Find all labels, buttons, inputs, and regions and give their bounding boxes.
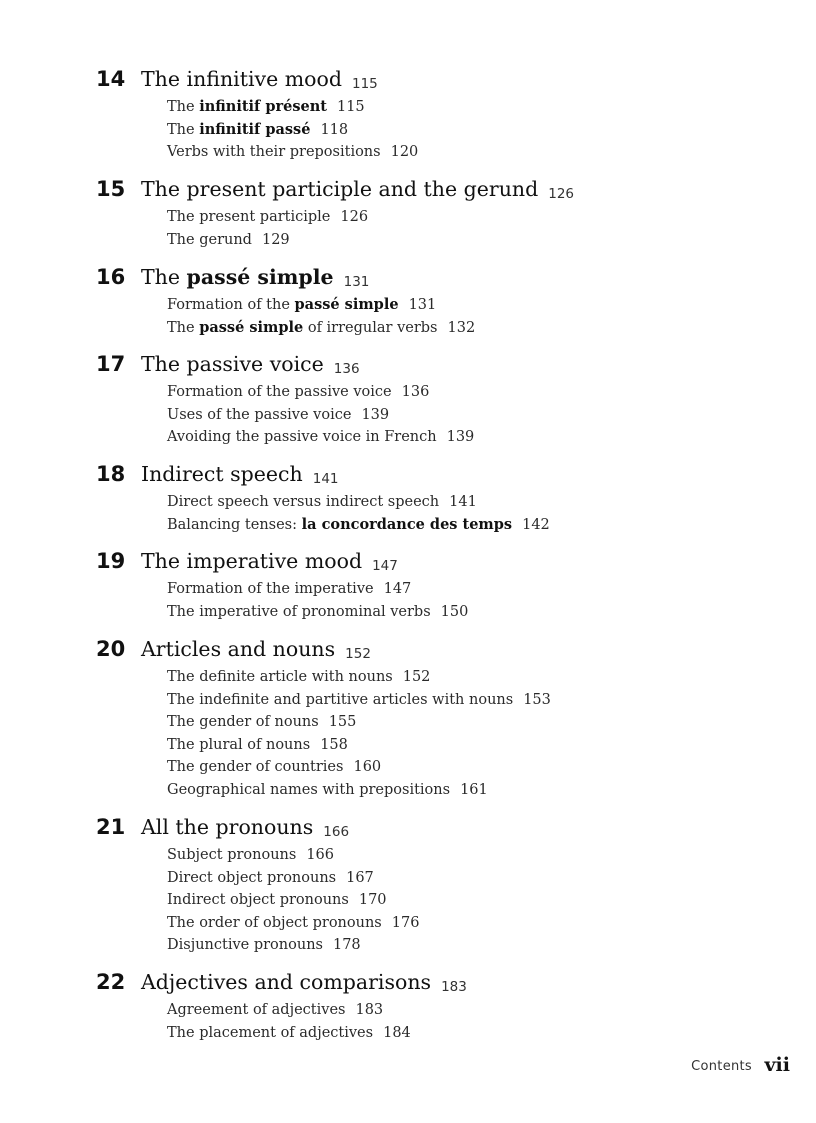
text-run: Indirect object pronouns: [167, 892, 349, 909]
text-run: The gerund: [167, 231, 252, 248]
section-entry[interactable]: [167, 141, 418, 164]
section-title: [167, 604, 431, 620]
section-title: [167, 232, 252, 248]
section-title: [167, 209, 330, 225]
chapter-title: [141, 351, 360, 381]
chapter-title: [141, 969, 467, 999]
section-page-number: 170: [358, 892, 387, 909]
text-run: Avoiding the passive voice in French: [167, 429, 437, 446]
text-run: The: [167, 99, 200, 115]
section-title: [167, 759, 343, 775]
section-entry[interactable]: [167, 934, 419, 957]
text-run: Uses of the passive voice: [167, 406, 352, 423]
section-entry[interactable]: [167, 711, 551, 734]
chapter-title: [141, 814, 349, 844]
text-run: Disjunctive pronouns: [167, 937, 323, 954]
section-list: [167, 844, 419, 957]
emphasized-term: passé simple: [199, 318, 304, 336]
section-entry[interactable]: [167, 999, 411, 1022]
emphasized-term: infinitif présent: [199, 98, 327, 115]
section-entry[interactable]: [167, 689, 551, 712]
section-title: [167, 847, 296, 863]
section-page-number: 166: [306, 847, 335, 863]
section-entry[interactable]: [167, 666, 551, 689]
text-run: Geographical names with prepositions: [167, 781, 451, 798]
chapter-title: [141, 636, 371, 666]
text-run: Balancing tenses:: [167, 516, 302, 533]
section-title: [167, 782, 450, 798]
section-title: [167, 937, 323, 953]
text-run: Adjectives and comparisons: [141, 970, 432, 994]
section-page-number: 129: [261, 231, 290, 248]
text-run: Subject pronouns: [167, 847, 297, 863]
section-entry[interactable]: [167, 96, 418, 119]
section-page-number: 139: [446, 429, 475, 446]
section-page-number: 167: [346, 869, 374, 886]
section-page-number: 126: [340, 209, 369, 225]
section-page-number: 158: [320, 736, 348, 753]
section-list: [167, 491, 550, 536]
section-list: [167, 381, 474, 449]
section-list: [167, 96, 418, 164]
section-entry[interactable]: [167, 514, 550, 537]
section-page-number: 136: [401, 384, 430, 400]
section-list: [167, 206, 368, 251]
text-run: The plural of nouns: [167, 736, 311, 753]
text-run: The present participle and the gerund: [141, 177, 539, 201]
chapter-page-number: 115: [352, 76, 378, 92]
section-entry[interactable]: [167, 601, 468, 624]
section-title: [167, 1002, 345, 1018]
section-page-number: 142: [522, 516, 550, 533]
chapter-title: [141, 66, 378, 96]
section-page-number: 115: [336, 99, 365, 115]
section-title: [167, 144, 381, 160]
section-page-number: 131: [408, 297, 437, 313]
section-entry[interactable]: [167, 578, 468, 601]
emphasized-term: infinitif passé: [199, 120, 311, 138]
section-title: [167, 517, 512, 533]
section-list: [167, 294, 475, 339]
text-run: The: [141, 265, 187, 289]
section-title: [167, 122, 310, 138]
text-run: of irregular verbs: [303, 319, 438, 336]
text-run: The infinitive mood: [141, 67, 342, 91]
text-run: The placement of adjectives: [167, 1024, 374, 1041]
section-entry[interactable]: [167, 426, 474, 449]
chapter-title: [141, 461, 339, 491]
text-run: Direct object pronouns: [167, 869, 337, 886]
section-title: [167, 494, 439, 510]
section-entry[interactable]: [167, 912, 419, 935]
text-run: The imperative of pronominal verbs: [167, 603, 431, 620]
page-number: vii: [764, 1054, 790, 1076]
section-title: [167, 99, 327, 115]
section-page-number: 153: [523, 691, 551, 708]
text-run: Articles and nouns: [141, 637, 336, 661]
chapter-title: [141, 548, 398, 578]
section-title: [167, 297, 399, 313]
chapter-number: 22: [96, 970, 126, 994]
chapter-page-number: 136: [333, 361, 360, 377]
text-run: The: [167, 319, 200, 336]
section-title: [167, 429, 437, 445]
section-page-number: 150: [440, 603, 469, 620]
section-page-number: 160: [353, 759, 382, 776]
section-entry[interactable]: [167, 381, 474, 404]
section-title: [167, 581, 374, 597]
section-page-number: 120: [390, 144, 419, 161]
section-list: [167, 578, 468, 623]
text-run: Agreement of adjectives: [167, 1002, 346, 1018]
section-title: [167, 870, 336, 886]
text-run: Formation of the: [167, 297, 295, 313]
section-page-number: 161: [460, 781, 488, 798]
text-run: The gender of countries: [167, 759, 344, 776]
section-entry[interactable]: [167, 756, 551, 779]
section-entry[interactable]: [167, 317, 475, 340]
section-page-number: 139: [361, 406, 390, 423]
section-title: [167, 669, 393, 685]
section-page-number: 184: [383, 1024, 411, 1041]
section-title: [167, 407, 351, 423]
page-footer: [0, 1055, 816, 1079]
text-run: The indefinite and partitive articles with nouns: [167, 691, 514, 708]
section-entry[interactable]: [167, 294, 475, 317]
chapter-number: 20: [96, 637, 126, 661]
emphasized-term: passé simple: [186, 265, 334, 289]
section-entry[interactable]: [167, 889, 419, 912]
section-title: [167, 384, 392, 400]
chapter-title: [141, 176, 574, 206]
section-list: [167, 666, 551, 802]
section-title: [167, 915, 382, 931]
chapter-page-number: 147: [372, 558, 398, 574]
text-run: The passive voice: [141, 352, 324, 376]
text-run: Verbs with their prepositions: [167, 144, 381, 161]
section-title: [167, 320, 438, 336]
section-entry[interactable]: [167, 779, 551, 802]
section-title: [167, 714, 319, 730]
text-run: The order of object pronouns: [167, 914, 382, 931]
chapter-number: 17: [96, 352, 126, 376]
section-title: [167, 1025, 373, 1041]
section-page-number: 141: [449, 494, 477, 510]
text-run: The gender of nouns: [167, 714, 319, 731]
chapter-number: 19: [96, 549, 126, 573]
section-title: [167, 892, 349, 908]
text-run: The present participle: [167, 209, 331, 225]
section-title: [167, 692, 513, 708]
section-entry[interactable]: [167, 229, 368, 252]
section-entry[interactable]: [167, 1022, 411, 1045]
chapter-page-number: 126: [548, 186, 575, 202]
emphasized-term: passé simple: [294, 296, 399, 313]
section-title: [167, 737, 310, 753]
section-page-number: 152: [402, 669, 431, 685]
section-page-number: 155: [328, 714, 357, 731]
text-run: All the pronouns: [141, 815, 314, 839]
section-entry[interactable]: [167, 119, 418, 142]
section-entry[interactable]: [167, 206, 368, 229]
text-run: Direct speech versus indirect speech: [167, 494, 440, 510]
section-entry[interactable]: [167, 734, 551, 757]
chapter-page-number: 183: [441, 979, 467, 995]
section-entry[interactable]: [167, 491, 550, 514]
chapter-number: 16: [96, 265, 126, 289]
chapter-number: 18: [96, 462, 126, 486]
emphasized-term: la concordance des temps: [301, 515, 513, 533]
chapter-title: [141, 264, 369, 294]
text-run: The: [167, 121, 200, 138]
section-entry[interactable]: [167, 844, 419, 867]
text-run: The imperative mood: [141, 549, 363, 573]
chapter-number: 21: [96, 815, 126, 839]
chapter-page-number: 141: [312, 471, 339, 487]
chapter-page-number: 166: [323, 824, 350, 840]
section-page-number: 183: [355, 1002, 384, 1018]
running-head-label: Contents: [691, 1059, 752, 1074]
section-page-number: 178: [332, 937, 361, 954]
chapter-number: 15: [96, 177, 126, 201]
text-run: Formation of the imperative: [167, 581, 374, 597]
section-page-number: 118: [320, 121, 349, 138]
text-run: Formation of the passive voice: [167, 384, 392, 400]
section-entry[interactable]: [167, 867, 419, 890]
text-run: Indirect speech: [141, 462, 303, 486]
text-run: The definite article with nouns: [167, 669, 393, 685]
section-entry[interactable]: [167, 404, 474, 427]
section-list: [167, 999, 411, 1044]
section-page-number: 176: [391, 914, 420, 931]
chapter-number: 14: [96, 67, 126, 91]
chapter-page-number: 152: [345, 646, 371, 662]
chapter-page-number: 131: [343, 274, 370, 290]
section-page-number: 132: [447, 319, 476, 336]
section-page-number: 147: [383, 581, 412, 597]
